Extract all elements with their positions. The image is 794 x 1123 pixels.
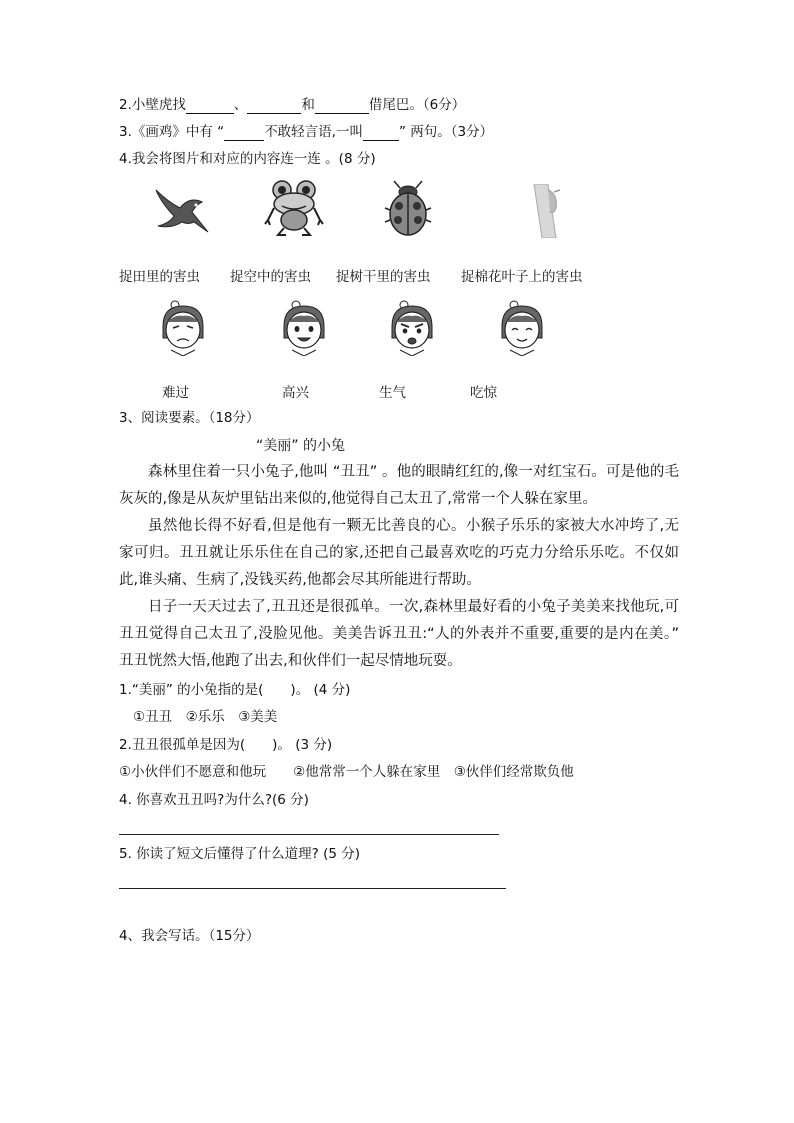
- sad-face-picture[interactable]: [155, 300, 211, 356]
- answer-blank[interactable]: [224, 126, 264, 141]
- reading-question-1-options[interactable]: ①丑丑 ②乐乐 ③美美: [133, 709, 278, 725]
- emotion-surprised[interactable]: 吃惊: [470, 385, 497, 401]
- emotion-angry[interactable]: 生气: [379, 385, 406, 401]
- question-2-and: 和: [301, 97, 315, 113]
- answer-blank[interactable]: [247, 99, 301, 114]
- question-3-prefix: 3.《画鸡》中有 “: [119, 124, 225, 140]
- story-paragraph-2: 虽然他长得不好看,但是他有一颗无比善良的心。小猴子乐乐的家被大水冲垮了,无家可归。丑丑就让乐乐住在自己的家,还把自己最喜欢吃的巧克力分给乐乐吃。不仅如此,谁头痛、生病了,没钱买药,他都会尽其所能进行帮助。: [119, 518, 679, 588]
- question-2: [119, 96, 465, 114]
- reading-question-2-options[interactable]: ①小伙伴们不愿意和他玩 ②他常常一个人躲在家里 ③伙伴们经常欺负他: [119, 764, 574, 780]
- answer-blank[interactable]: [186, 99, 234, 114]
- answer-line[interactable]: [119, 834, 499, 835]
- answer-blank[interactable]: [363, 126, 399, 141]
- question-3: [119, 123, 493, 141]
- reading-question-1: 1.“美丽” 的小兔指的是( )。 (4 分): [119, 682, 351, 698]
- label-trunk-pests[interactable]: 捉树干里的害虫: [336, 269, 431, 285]
- story-title: “美丽” 的小兔: [256, 438, 345, 454]
- happy-face-picture[interactable]: [276, 300, 332, 356]
- reading-question-2: 2.丑丑很孤单是因为( )。 (3 分): [119, 737, 333, 753]
- question-3-suffix: ” 两句。（3分）: [398, 124, 494, 140]
- ladybug-picture[interactable]: [384, 180, 432, 238]
- story-paragraph-1: 森林里住着一只小兔子,他叫 “丑丑” 。他的眼睛红红的,像一对红宝石。可是他的毛灰灰的,像是从灰炉里钻出来似的,他觉得自己太丑了,常常一个人躲在家里。: [119, 464, 679, 507]
- section-3-heading: 3、阅读要素。（18分）: [119, 410, 260, 426]
- label-cotton-leaf-pests[interactable]: 捉棉花叶子上的害虫: [461, 269, 583, 285]
- emotion-happy[interactable]: 高兴: [282, 385, 309, 401]
- swallow-picture[interactable]: [150, 180, 212, 238]
- question-2-suffix: 借尾巴。（6分）: [368, 97, 466, 113]
- section-4-heading: 4、我会写话。（15分）: [119, 928, 260, 944]
- label-air-pests[interactable]: 捉空中的害虫: [230, 269, 311, 285]
- question-4: 4.我会将图片和对应的内容连一连 。(8 分): [119, 151, 376, 167]
- reading-question-5: 5. 你读了短文后懂得了什么道理? (5 分): [119, 846, 361, 862]
- story-paragraph-3: 日子一天天过去了,丑丑还是很孤单。一次,森林里最好看的小兔子美美来找他玩,可丑丑觉得自己太丑了,没脸见他。美美告诉丑丑:“人的外表并不重要,重要的是内在美。” 丑丑恍然大悟,他跑了出去,和伙伴们一起尽情地玩耍。: [119, 599, 679, 669]
- surprised-face-picture[interactable]: [494, 300, 550, 356]
- frog-picture[interactable]: [264, 178, 324, 238]
- reading-question-4: 4. 你喜欢丑丑吗?为什么?(6 分): [119, 792, 309, 808]
- answer-blank[interactable]: [315, 99, 369, 114]
- question-2-separator: 、: [233, 97, 248, 113]
- answer-line[interactable]: [119, 888, 506, 889]
- woodpecker-picture[interactable]: [528, 184, 562, 238]
- question-3-middle: 不敢轻言语,一叫: [264, 124, 363, 140]
- label-field-pests[interactable]: 捉田里的害虫: [119, 269, 200, 285]
- emotion-sad[interactable]: 难过: [162, 385, 189, 401]
- question-2-prefix: 2.小壁虎找: [119, 97, 186, 113]
- angry-face-picture[interactable]: [384, 300, 440, 356]
